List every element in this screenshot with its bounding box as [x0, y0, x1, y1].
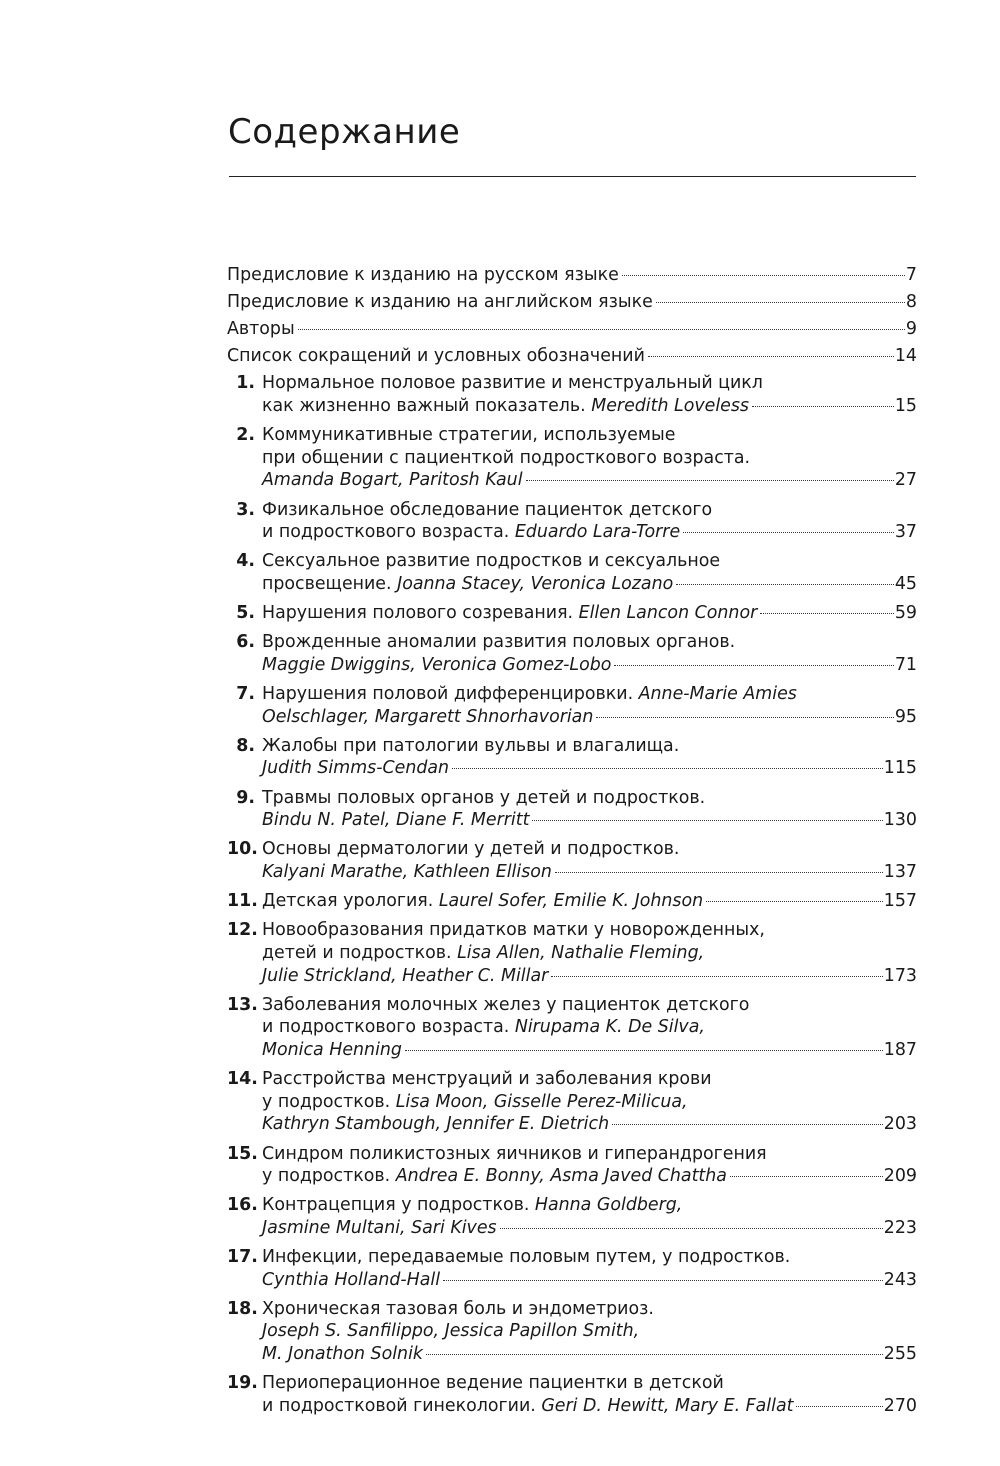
chapter-title-text: у подростков. [262, 1091, 396, 1112]
toc-chapter-entry[interactable] [227, 683, 917, 728]
chapter-author: Lisa Moon, Gisselle Perez-Milicua, [395, 1091, 688, 1112]
page-number: 270 [883, 1395, 917, 1416]
chapter-list [227, 372, 917, 1417]
chapter-title-text: Нормальное половое развитие и менструальный цикл [262, 373, 763, 394]
chapter-line-text [262, 1217, 497, 1240]
toc-entry-title: Предисловие к изданию на английском языке [227, 292, 653, 313]
toc-entry[interactable] [227, 318, 917, 341]
chapter-number: 13. [227, 994, 258, 1015]
toc-entry-line [227, 345, 917, 368]
dot-leader [614, 665, 893, 666]
toc-chapter-entry[interactable] [227, 1298, 917, 1366]
chapter-title-text: Новообразования придатков матки у новорожденных, [262, 920, 765, 941]
toc-entry-title: Авторы [227, 319, 295, 340]
chapter-author: Amanda Bogart, Paritosh Kaul [262, 470, 523, 491]
dot-leader [551, 976, 883, 977]
chapter-title-text: Хроническая тазовая боль и эндометриоз. [262, 1298, 654, 1319]
page-number: 27 [894, 470, 917, 491]
chapter-line [262, 683, 917, 706]
chapter-number: 12. [227, 920, 258, 941]
toc-entry[interactable] [227, 291, 917, 314]
chapter-line-text [262, 1269, 440, 1292]
toc-chapter-entry[interactable] [227, 890, 917, 913]
chapter-line [262, 521, 917, 544]
chapter-line-text [262, 1343, 423, 1366]
chapter-line-text [262, 1113, 609, 1136]
chapter-line-text [262, 469, 523, 492]
toc-chapter-entry[interactable] [227, 838, 917, 883]
chapter-line [262, 1194, 917, 1217]
chapter-number: 9. [236, 787, 255, 808]
dot-leader [500, 1228, 883, 1229]
page-number: 187 [883, 1039, 917, 1060]
dot-leader [612, 1124, 883, 1125]
chapter-author: Julie Strickland, Heather C. Millar [262, 965, 549, 986]
chapter-line [262, 1246, 917, 1269]
chapter-line [262, 1113, 917, 1136]
page-number: 14 [894, 346, 917, 367]
chapter-line-text [262, 1395, 793, 1418]
chapter-line [262, 1039, 917, 1062]
chapter-line [262, 861, 917, 884]
toc-chapter-entry[interactable] [227, 1068, 917, 1136]
page-number: 15 [894, 395, 917, 416]
chapter-title-text: Коммуникативные стратегии, используемые [262, 425, 676, 446]
chapter-author: Laurel Sofer, Emilie K. Johnson [438, 891, 704, 912]
preface-list [227, 264, 917, 368]
dot-leader [676, 584, 894, 585]
chapter-line-text [262, 861, 552, 884]
chapter-number: 6. [236, 632, 255, 653]
dot-leader [596, 717, 893, 718]
chapter-title-text: и подростковой гинекологии. [262, 1395, 542, 1416]
chapter-line [262, 447, 917, 470]
chapter-number: 16. [227, 1195, 258, 1216]
chapter-line [262, 1343, 917, 1366]
chapter-number: 15. [227, 1143, 258, 1164]
dot-leader [426, 1354, 883, 1355]
page-number: 157 [883, 891, 917, 912]
dot-leader [526, 480, 894, 481]
chapter-line [262, 1269, 917, 1292]
page-number: 7 [905, 265, 917, 285]
chapter-title-text: Сексуальное развитие подростков и сексуальное [262, 551, 721, 572]
chapter-line [262, 942, 917, 965]
page-number: 223 [883, 1217, 917, 1238]
chapter-author: Hanna Goldberg, [534, 1195, 683, 1216]
table-of-contents [227, 264, 917, 1424]
chapter-line [262, 499, 917, 522]
dot-leader [706, 901, 883, 902]
toc-entry[interactable] [227, 264, 917, 287]
chapter-number: 11. [227, 891, 258, 912]
chapter-line [262, 1395, 917, 1418]
chapter-line-text [262, 706, 593, 729]
chapter-title-text: Нарушения полового созревания. [262, 603, 579, 624]
chapter-title-text: Нарушения половой дифференцировки. [262, 684, 639, 705]
toc-entry[interactable] [227, 345, 917, 368]
toc-entry-title: Предисловие к изданию на русском языке [227, 265, 619, 285]
dot-leader [555, 872, 883, 873]
chapter-number: 1. [236, 373, 255, 394]
chapter-line [262, 1068, 917, 1091]
chapter-line [262, 838, 917, 861]
page-title: Содержание [228, 112, 461, 152]
page-number: 59 [894, 603, 917, 624]
chapter-line [262, 965, 917, 988]
chapter-line [262, 424, 917, 447]
toc-chapter-entry[interactable] [227, 372, 917, 417]
chapter-line-text [262, 573, 673, 596]
chapter-line-text [262, 1039, 402, 1062]
chapter-number: 18. [227, 1298, 258, 1319]
chapter-line-text [262, 1165, 727, 1188]
page-number: 115 [883, 758, 917, 779]
chapter-number: 14. [227, 1069, 258, 1090]
toc-chapter-entry[interactable] [227, 499, 917, 544]
toc-chapter-entry[interactable] [227, 631, 917, 676]
chapter-line-text [262, 395, 749, 418]
dot-leader [656, 302, 905, 303]
dot-leader [752, 406, 894, 407]
chapter-author: Ellen Lancon Connor [578, 603, 758, 624]
toc-entry-line [227, 264, 917, 287]
chapter-line [262, 395, 917, 418]
chapter-number: 8. [236, 735, 255, 756]
page-number: 255 [883, 1344, 917, 1365]
chapter-author: Joseph S. Sanfilippo, Jessica Papillon Smith, [262, 1321, 640, 1342]
chapter-author: Eduardo Lara-Torre [514, 522, 681, 543]
chapter-title-text: Расстройства менструаций и заболевания крови [262, 1069, 712, 1090]
chapter-number: 5. [236, 603, 255, 624]
chapter-title-text: Детская урология. [262, 891, 439, 912]
toc-chapter-entry[interactable] [227, 1143, 917, 1188]
chapter-title-text: просвещение. [262, 573, 398, 594]
chapter-title-text: у подростков. [262, 1166, 396, 1187]
chapter-line-text [262, 521, 680, 544]
chapter-author: Nirupama K. De Silva, [514, 1017, 705, 1038]
chapter-number: 2. [236, 425, 255, 446]
chapter-line-text [262, 757, 449, 780]
page-number: 137 [883, 862, 917, 882]
chapter-line [262, 809, 917, 832]
chapter-title-text: Синдром поликистозных яичников и гиперандрогения [262, 1143, 767, 1164]
toc-chapter-entry[interactable] [227, 424, 917, 492]
dot-leader [298, 329, 905, 330]
chapter-title-text: Травмы половых органов у детей и подростков. [262, 787, 706, 808]
chapter-author: Cynthia Holland-Hall [262, 1269, 441, 1290]
chapter-line [262, 706, 917, 729]
chapter-title-text: Основы дерматологии у детей и подростков. [262, 839, 680, 860]
chapter-title-text: и подросткового возраста. [262, 1017, 515, 1038]
toc-entry-title: Список сокращений и условных обозначений [227, 346, 645, 367]
chapter-title-text: Инфекции, передаваемые половым путем, у подростков. [262, 1247, 791, 1268]
toc-chapter-entry[interactable] [227, 994, 917, 1062]
page-number: 243 [883, 1269, 917, 1290]
chapter-author: Monica Henning [262, 1039, 402, 1060]
chapter-line-text [262, 965, 548, 988]
dot-leader [796, 1406, 882, 1407]
chapter-line [262, 787, 917, 810]
chapter-title-text: Контрацепция у подростков. [262, 1195, 535, 1216]
dot-leader [443, 1280, 883, 1281]
toc-chapter-entry[interactable] [227, 787, 917, 832]
chapter-line [262, 1298, 917, 1321]
toc-chapter-entry[interactable] [227, 919, 917, 987]
chapter-author: Kalyani Marathe, Kathleen Ellison [262, 862, 552, 882]
chapter-author: Oelschlager, Margarett Shnorhavorian [262, 706, 594, 727]
chapter-line [262, 1320, 917, 1343]
toc-chapter-entry[interactable] [227, 550, 917, 595]
chapter-title-text: и подросткового возраста. [262, 522, 515, 543]
chapter-line [262, 919, 917, 942]
page-number: 209 [883, 1166, 917, 1187]
dot-leader [622, 275, 905, 276]
page-number: 37 [894, 522, 917, 543]
chapter-title-text: Заболевания молочных желез у пациенток детского [262, 994, 750, 1015]
chapter-title-text: Врожденные аномалии развития половых органов. [262, 632, 736, 653]
chapter-author: Judith Simms-Cendan [262, 758, 450, 779]
chapter-line [262, 1372, 917, 1395]
chapter-author: Joanna Stacey, Veronica Lozano [397, 573, 674, 594]
chapter-author: Anne-Marie Amies [638, 684, 797, 705]
chapter-author: Kathryn Stambough, Jennifer E. Dietrich [262, 1114, 610, 1135]
chapter-line [262, 372, 917, 395]
toc-chapter-entry[interactable] [227, 1372, 917, 1417]
chapter-number: 10. [227, 839, 258, 860]
dot-leader [760, 613, 894, 614]
chapter-author: Lisa Allen, Nathalie Fleming, [457, 942, 705, 963]
chapter-author: Andrea E. Bonny, Asma Javed Chattha [395, 1166, 727, 1187]
page-number: 45 [894, 573, 917, 594]
chapter-line [262, 735, 917, 758]
dot-leader [683, 532, 894, 533]
chapter-number: 17. [227, 1247, 258, 1268]
chapter-author: Maggie Dwiggins, Veronica Gomez-Lobo [262, 654, 612, 675]
dot-leader [730, 1176, 883, 1177]
chapter-title-text: при общении с пациенткой подросткового возраста. [262, 447, 751, 468]
dot-leader [405, 1050, 883, 1051]
chapter-title-text: Физикальное обследование пациенток детского [262, 499, 713, 520]
chapter-line [262, 654, 917, 677]
chapter-line [262, 1217, 917, 1240]
chapter-author: Geri D. Hewitt, Mary E. Fallat [541, 1395, 794, 1416]
chapter-line-text [262, 890, 703, 913]
chapter-line [262, 890, 917, 913]
toc-entry-line [227, 318, 917, 341]
chapter-line-text [262, 654, 611, 677]
chapter-number: 19. [227, 1373, 258, 1394]
chapter-number: 7. [236, 684, 255, 705]
page-number: 9 [905, 319, 917, 340]
dot-leader [648, 356, 894, 357]
chapter-line [262, 1016, 917, 1039]
chapter-line [262, 602, 917, 625]
dot-leader [532, 820, 882, 821]
page-number: 203 [883, 1114, 917, 1135]
toc-chapter-entry[interactable] [227, 1246, 917, 1291]
chapter-author: M. Jonathon Solnik [262, 1344, 423, 1365]
chapter-title-text: Периоперационное ведение пациентки в детской [262, 1373, 724, 1394]
chapter-title-text: детей и подростков. [262, 942, 458, 963]
chapter-author: Meredith Loveless [591, 395, 749, 416]
toc-chapter-entry[interactable] [227, 735, 917, 780]
chapter-line [262, 573, 917, 596]
page-number: 71 [894, 654, 917, 675]
page-number: 8 [905, 292, 917, 313]
chapter-line [262, 1091, 917, 1114]
chapter-line-text [262, 809, 529, 832]
toc-chapter-entry[interactable] [227, 1194, 917, 1239]
chapter-author: Jasmine Multani, Sari Kives [262, 1217, 497, 1238]
chapter-line [262, 994, 917, 1017]
page-number: 173 [883, 965, 917, 986]
page-number: 95 [894, 706, 917, 727]
toc-entry-line [227, 291, 917, 314]
chapter-line [262, 1165, 917, 1188]
dot-leader [452, 768, 883, 769]
chapter-line [262, 550, 917, 573]
chapter-line [262, 1143, 917, 1166]
page-number: 130 [883, 810, 917, 831]
chapter-line [262, 631, 917, 654]
chapter-line [262, 757, 917, 780]
chapter-line [262, 469, 917, 492]
toc-chapter-entry[interactable] [227, 602, 917, 625]
chapter-title-text: Жалобы при патологии вульвы и влагалища. [262, 735, 680, 756]
chapter-number: 3. [236, 499, 255, 520]
chapter-number: 4. [236, 551, 255, 572]
chapter-line-text [262, 602, 757, 625]
chapter-title-text: как жизненно важный показатель. [262, 395, 592, 416]
chapter-author: Bindu N. Patel, Diane F. Merritt [262, 810, 530, 831]
title-divider [229, 176, 916, 177]
